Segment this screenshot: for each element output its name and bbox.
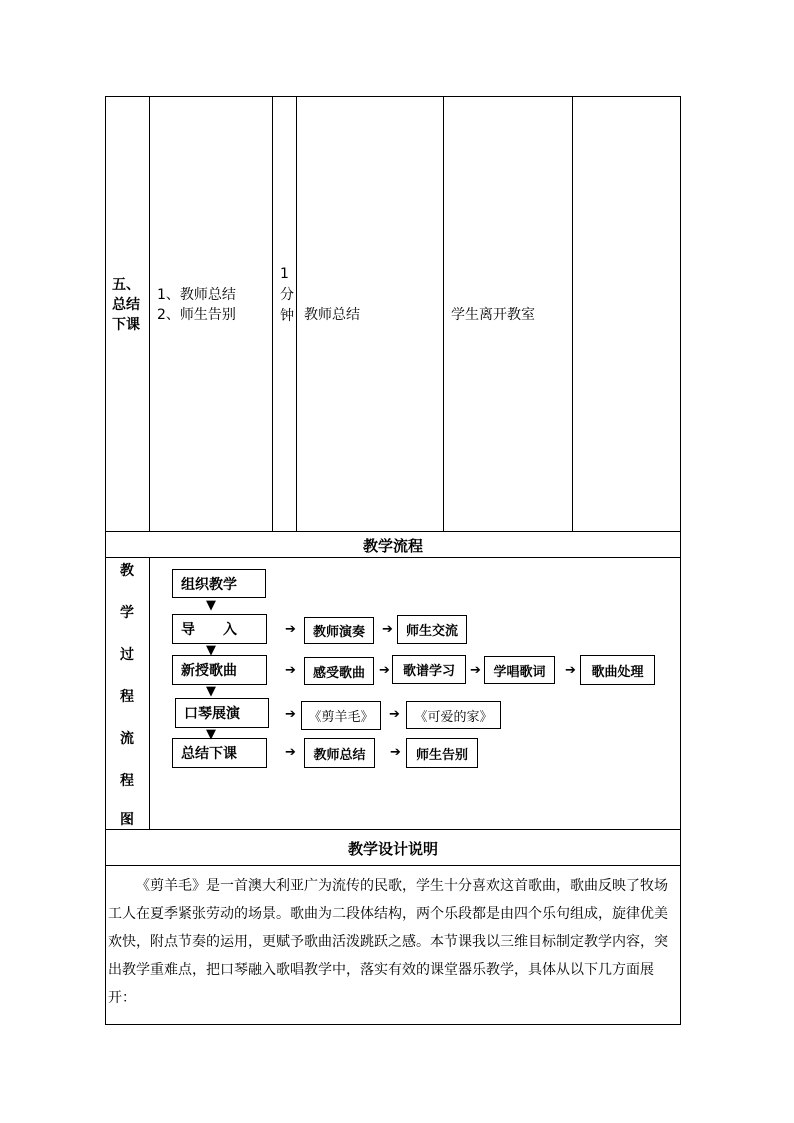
flow-substep-box: 学唱歌词 — [484, 656, 555, 684]
flow-step-box: 组织教学 — [172, 569, 266, 598]
flow-vertical-label — [106, 560, 148, 828]
bold-right-arrow-icon: ➔ — [285, 707, 296, 722]
time-line: 钟 — [280, 308, 294, 324]
table-right-border — [680, 96, 681, 1025]
flow-substep-box: 歌曲处理 — [580, 655, 655, 685]
time-line: 1 — [280, 266, 289, 282]
bold-right-arrow-icon: ➔ — [382, 622, 393, 637]
vertical-label-char: 流 — [120, 731, 134, 747]
bold-right-arrow-icon: ➔ — [379, 663, 390, 678]
table-bottom-border — [105, 1024, 681, 1025]
vertical-label-char: 教 — [120, 563, 134, 579]
bold-right-arrow-icon: ➔ — [389, 707, 400, 722]
down-arrow-icon: ▼ — [206, 598, 216, 613]
down-arrow-icon: ▼ — [206, 643, 216, 658]
down-arrow-icon: ▼ — [206, 727, 216, 742]
flow-substep-box: 感受歌曲 — [304, 657, 374, 685]
flow-substep-box: 《剪羊毛》 — [301, 701, 381, 730]
time-line: 分 — [280, 287, 294, 303]
row-divider — [105, 557, 681, 558]
row-divider — [105, 829, 681, 830]
vertical-label-char: 程 — [120, 689, 134, 705]
down-arrow-icon: ▼ — [206, 684, 216, 699]
flow-substep-box: 教师演奏 — [304, 617, 374, 644]
vertical-label-char: 程 — [120, 773, 134, 789]
stage-line: 总结 — [112, 297, 140, 313]
design-section-title: 教学设计说明 — [347, 840, 438, 858]
design-description: 《剪羊毛》是一首澳大利亚广为流传的民歌，学生十分喜欢这首歌曲，歌曲反映了牧场工人在夏季紧张劳动的场景。歌曲为二段体结构，两个乐段都是由四个乐句组成，旋律优美欢快，附点节奏的运用，更赋予歌曲活泼跳跃之感。本节课我以三维目标制定教学内容，突出教学重难点，把口琴融入歌唱教学中，落实有效的课堂器乐教学，具体从以下几方面展开： — [108, 878, 668, 1006]
bold-right-arrow-icon: ➔ — [285, 663, 296, 678]
vertical-label-char: 过 — [120, 647, 134, 663]
stage-line: 下课 — [112, 317, 140, 333]
flow-substep-box: 歌谱学习 — [392, 655, 466, 684]
bold-right-arrow-icon: ➔ — [565, 663, 576, 678]
stage-line: 五、 — [112, 277, 140, 293]
bold-right-arrow-icon: ➔ — [285, 745, 296, 760]
column-divider — [443, 96, 444, 532]
teacher-activity: 教师总结 — [304, 307, 360, 323]
student-activity: 学生离开教室 — [451, 307, 535, 323]
content-item: 2、师生告别 — [157, 307, 236, 323]
flow-step-box: 总结下课 — [172, 738, 267, 768]
stage-label — [112, 275, 140, 335]
bold-right-arrow-icon: ➔ — [470, 663, 481, 678]
flow-step-box: 口琴展演 — [175, 698, 269, 728]
column-divider — [149, 96, 150, 532]
flow-step-box: 导 入 — [172, 614, 267, 644]
vertical-label-char: 图 — [120, 812, 134, 828]
row-divider — [105, 865, 681, 866]
flow-section-title: 教学流程 — [362, 537, 423, 555]
content-items — [157, 285, 236, 325]
column-divider — [149, 557, 150, 830]
table-top-border — [105, 96, 681, 97]
column-divider — [272, 96, 273, 532]
flow-substep-box: 师生交流 — [397, 615, 467, 644]
bold-right-arrow-icon: ➔ — [285, 622, 296, 637]
vertical-label-char: 学 — [120, 605, 134, 621]
bold-right-arrow-icon: ➔ — [390, 745, 401, 760]
flow-step-box: 新授歌曲 — [172, 655, 267, 685]
content-item: 1、教师总结 — [157, 287, 236, 303]
flow-substep-box: 教师总结 — [304, 738, 375, 768]
column-divider — [572, 96, 573, 532]
row-divider — [105, 531, 681, 532]
time-label — [280, 264, 294, 327]
flow-substep-box: 师生告别 — [406, 738, 478, 768]
column-divider — [296, 96, 297, 532]
flow-substep-box: 《可爱的家》 — [406, 701, 501, 729]
